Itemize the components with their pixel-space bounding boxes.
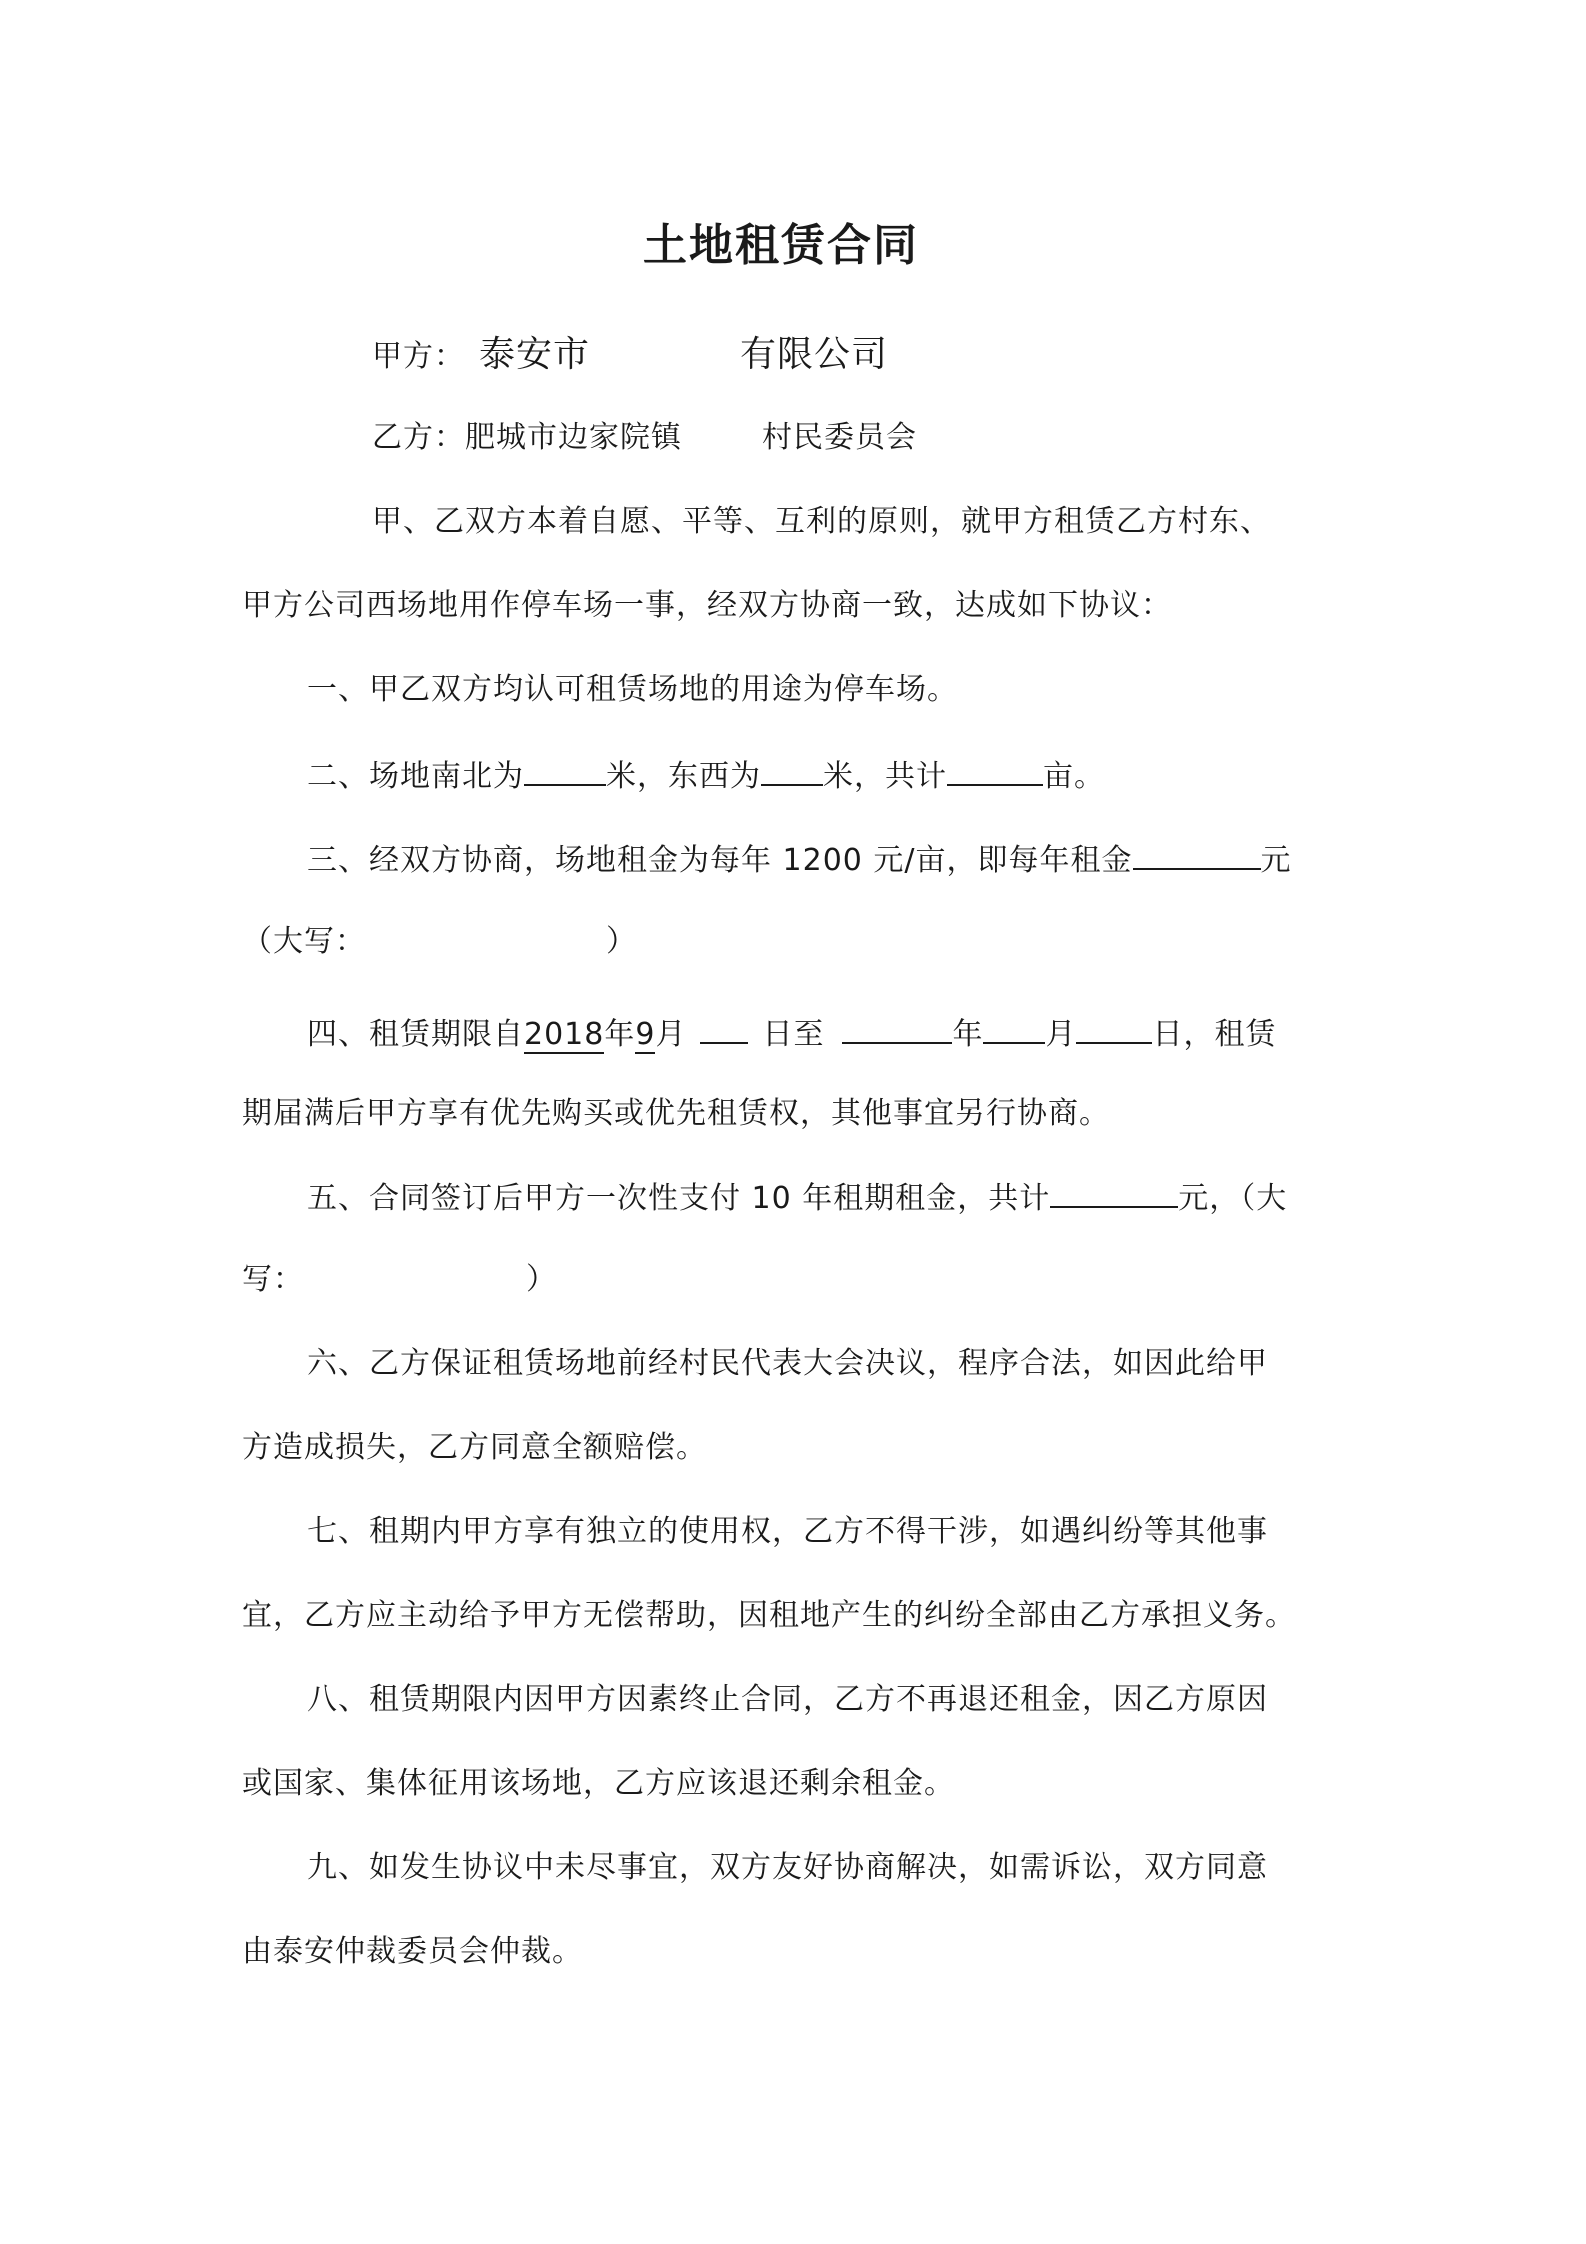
clause-2-text-b: 米，东西为 (606, 759, 761, 794)
total-area-blank[interactable] (947, 754, 1043, 786)
clause-1: 一、甲乙双方均认可租赁场地的用途为停车场。 (307, 672, 958, 707)
clause-4-text-b: 年 (604, 1017, 636, 1052)
clause-4-text-d: 日至 (762, 1017, 825, 1052)
clause-9-line-1: 九、如发生协议中未尽事宜，双方友好协商解决，如需诉讼，双方同意 (307, 1850, 1268, 1885)
clause-7-line-2: 宜，乙方应主动给予甲方无偿帮助，因租地产生的纠纷全部由乙方承担义务。 (242, 1598, 1296, 1633)
clause-5-text-a: 五、合同签订后甲方一次性支付 10 年租期租金，共计 (307, 1181, 1051, 1216)
start-day-blank[interactable] (700, 1012, 748, 1044)
party-a-label: 甲方： (372, 339, 465, 374)
clause-2-text-c: 米，共计 (823, 759, 947, 794)
clause-3-text-b: 元 (1260, 843, 1292, 878)
clause-3-line-2 (242, 922, 637, 962)
intro-line-2: 甲方公司西场地用作停车场一事，经双方协商一致，达成如下协议： (242, 588, 1172, 623)
ns-length-blank[interactable] (524, 754, 606, 786)
clause-8-line-2: 或国家、集体征用该场地，乙方应该退还剩余租金。 (242, 1766, 955, 1801)
party-b-line (372, 418, 917, 458)
clause-5-text-b: 元，（大 (1178, 1181, 1288, 1216)
clause-4-line-2: 期届满后甲方享有优先购买或优先租赁权，其他事宜另行协商。 (242, 1096, 1110, 1131)
ew-length-blank[interactable] (761, 754, 823, 786)
clause-6-line-1: 六、乙方保证租赁场地前经村民代表大会决议，程序合法，如因此给甲 (307, 1346, 1268, 1381)
annual-rent-blank[interactable] (1133, 838, 1261, 870)
end-year-blank[interactable] (842, 1012, 952, 1044)
clause-2-text-a: 二、场地南北为 (307, 759, 524, 794)
clause-9-line-2: 由泰安仲裁委员会仲裁。 (242, 1934, 583, 1969)
clause-6-line-2: 方造成损失，乙方同意全额赔偿。 (242, 1430, 707, 1465)
end-month-blank[interactable] (983, 1012, 1045, 1044)
clause-4-line-1 (307, 1012, 1276, 1055)
clause-4-text-g: 日，租赁 (1152, 1017, 1277, 1052)
clause-2 (307, 754, 1105, 797)
clause-7-line-1: 七、租期内甲方享有独立的使用权，乙方不得干涉，如遇纠纷等其他事 (307, 1514, 1268, 1549)
start-month: 9 (635, 1017, 656, 1052)
party-a-line (372, 332, 888, 380)
clause-3-text-c: （大写： (242, 924, 366, 959)
document-title: 土地租赁合同 (643, 220, 919, 271)
clause-4-text-a: 四、租赁期限自 (307, 1017, 524, 1052)
end-day-blank[interactable] (1076, 1012, 1152, 1044)
clause-3-line-1 (307, 838, 1292, 881)
clause-4-text-e: 年 (952, 1017, 984, 1052)
clause-5-line-1 (307, 1176, 1287, 1219)
party-a-company: 有限公司 (740, 334, 889, 375)
party-b-org: 村民委员会 (762, 420, 917, 455)
total-rent-blank[interactable] (1050, 1176, 1178, 1208)
clause-5-text-d: ） (526, 1262, 557, 1297)
clause-5-text-c: 写： (242, 1262, 304, 1297)
start-year: 2018 (524, 1017, 605, 1052)
clause-5-line-2 (242, 1260, 557, 1300)
clause-8-line-1: 八、租赁期限内因甲方因素终止合同，乙方不再退还租金，因乙方原因 (307, 1682, 1268, 1717)
party-b-label: 乙方：肥城市边家院镇 (372, 420, 682, 455)
clause-3-text-a: 三、经双方协商，场地租金为每年 1200 元/亩，即每年租金 (307, 843, 1133, 878)
party-a-city: 泰安市 (479, 334, 591, 375)
clause-3-text-d: ） (606, 924, 637, 959)
clause-4-text-c: 月 (655, 1017, 687, 1052)
clause-2-text-d: 亩。 (1043, 759, 1105, 794)
intro-line-1: 甲、乙双方本着自愿、平等、互利的原则，就甲方租赁乙方村东、 (372, 504, 1271, 539)
clause-4-text-f: 月 (1045, 1017, 1077, 1052)
